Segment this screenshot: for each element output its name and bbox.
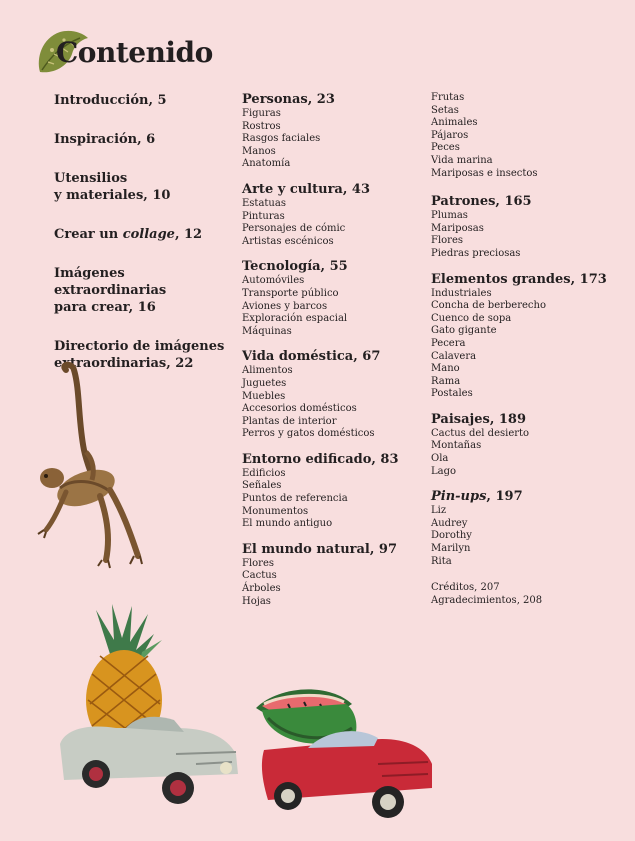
toc-section-heading: Paisajes, 189 — [431, 411, 527, 427]
toc-subitem: Hojas — [242, 595, 271, 607]
toc-section — [242, 349, 422, 441]
toc-subitem: Accesorios domésticos — [242, 403, 357, 415]
toc-section-heading: Arte y cultura, 43 — [242, 181, 370, 197]
toc-subitem: Señales — [242, 480, 282, 492]
toc-subitem: Plumas — [431, 210, 468, 222]
toc-section-heading: Tecnología, 55 — [242, 259, 348, 275]
toc-subitem: Pecera — [431, 337, 466, 349]
toc-subitem: Rama — [431, 375, 461, 387]
toc-section — [431, 489, 621, 568]
toc-section — [431, 194, 621, 260]
toc-section — [431, 412, 621, 478]
toc-subitem: Automóviles — [242, 275, 305, 287]
toc-subitem: Ola — [431, 453, 449, 465]
toc-main-entry — [54, 170, 234, 204]
watermelon-car-illustration — [248, 684, 438, 820]
toc-main-entry-line: Crear un collage, 12 — [54, 227, 203, 242]
toc-subitem: Piedras preciosas — [431, 247, 521, 259]
directory-column-2 — [242, 92, 422, 619]
toc-subitem: Personajes de cómic — [242, 223, 346, 235]
toc-subitem: Peces — [431, 142, 460, 154]
toc-subitem: Frutas — [431, 92, 465, 103]
toc-main-entry-line: Utensilios — [54, 171, 128, 186]
natural-world-continued-list — [431, 92, 621, 180]
toc-subitem: Transporte público — [242, 287, 339, 299]
toc-subitem: Rita — [431, 555, 452, 567]
toc-subitem: Montañas — [431, 440, 482, 452]
pineapple-car-illustration — [56, 604, 242, 808]
toc-section-heading-page: , 197 — [486, 489, 523, 505]
closing-entries — [431, 582, 621, 607]
toc-subitem: Audrey — [431, 517, 468, 529]
toc-section — [242, 92, 422, 171]
page-title: Contenido — [56, 36, 213, 69]
toc-main-entry-line: para crear, 16 — [54, 300, 156, 315]
toc-section — [242, 259, 422, 338]
toc-subitem: Alimentos — [242, 365, 293, 377]
toc-subitem: Flores — [431, 235, 463, 247]
toc-subitem: Puntos de referencia — [242, 493, 348, 505]
toc-subitem: Concha de berberecho — [431, 300, 546, 312]
toc-subitem: Industriales — [431, 287, 492, 299]
toc-subitem: Perros y gatos domésticos — [242, 428, 375, 440]
intro-column — [54, 92, 234, 394]
toc-section-heading — [431, 489, 621, 505]
toc-subitem: Anatomía — [242, 158, 291, 170]
toc-subitem: Manos — [242, 145, 276, 157]
toc-closing-item: Agradecimientos, 208 — [431, 594, 543, 606]
toc-subitem: Edificios — [242, 467, 286, 479]
toc-subitem: Setas — [431, 104, 459, 116]
toc-section-heading: Elementos grandes, 173 — [431, 271, 607, 287]
toc-section-heading: Personas, 23 — [242, 92, 335, 107]
toc-subitem: Gato gigante — [431, 325, 497, 337]
toc-subitem: Juguetes — [242, 377, 287, 389]
toc-main-entry-line: y materiales, 10 — [54, 188, 171, 203]
toc-main-entry-line: Introducción, 5 — [54, 93, 167, 108]
toc-main-entry — [54, 131, 234, 148]
toc-subitem: Monumentos — [242, 505, 309, 517]
toc-subitem: Lago — [431, 465, 457, 477]
toc-subitem: Rostros — [242, 120, 281, 132]
toc-subitem: Pinturas — [242, 210, 285, 222]
toc-subitem: Flores — [242, 557, 274, 569]
toc-section — [431, 272, 621, 401]
toc-subitem: Animales — [431, 117, 478, 129]
toc-section-heading: Vida doméstica, 67 — [242, 349, 381, 365]
toc-section-heading: Entorno edificado, 83 — [242, 451, 399, 467]
directory-column-3 — [431, 92, 621, 607]
toc-subitem: Muebles — [242, 390, 286, 402]
toc-subitem: Liz — [431, 505, 447, 517]
toc-subitem: Rasgos faciales — [242, 133, 321, 145]
toc-main-entry-line: Inspiración, 6 — [54, 132, 156, 147]
toc-main-entry — [54, 265, 234, 316]
toc-subitem: Marilyn — [431, 543, 471, 555]
toc-subitem: Máquinas — [242, 325, 292, 337]
toc-subitem: Pájaros — [431, 129, 469, 141]
toc-main-entry-line: Imágenes — [54, 266, 125, 281]
toc-subitem: Mariposas — [431, 222, 484, 234]
toc-main-entry-line: extraordinarias — [54, 283, 167, 298]
toc-section-heading: El mundo natural, 97 — [242, 541, 398, 557]
toc-subitem: Aviones y barcos — [242, 300, 328, 312]
toc-section-heading: Patrones, 165 — [431, 194, 532, 210]
toc-section-heading-italic: Pin-ups — [431, 489, 487, 505]
toc-subitem: Postales — [431, 388, 473, 400]
toc-main-entry-line: Directorio de imágenes — [54, 339, 225, 354]
toc-subitem: Mariposas e insectos — [431, 167, 538, 179]
toc-subitem: Figuras — [242, 108, 281, 119]
toc-subitem: Cactus del desierto — [431, 427, 530, 439]
toc-subitem: Cactus — [242, 570, 277, 582]
toc-subitem: El mundo antiguo — [242, 518, 333, 530]
toc-subitem: Calavera — [431, 350, 477, 362]
toc-main-entry — [54, 226, 234, 243]
toc-section — [242, 542, 422, 608]
toc-section — [242, 182, 422, 248]
toc-subitem: Artistas escénicos — [242, 235, 334, 247]
toc-subitem: Estatuas — [242, 197, 286, 209]
toc-subitem: Cuenco de sopa — [431, 312, 512, 324]
toc-section — [242, 452, 422, 531]
toc-subitem: Mano — [431, 363, 460, 375]
toc-subitem: Plantas de interior — [242, 415, 337, 427]
toc-subitem: Vida marina — [431, 154, 493, 166]
monkey-illustration — [30, 360, 150, 590]
toc-subitem: Árboles — [242, 583, 281, 595]
toc-subitem: Exploración espacial — [242, 313, 348, 325]
toc-main-entry — [54, 92, 234, 109]
toc-subitem: Dorothy — [431, 530, 472, 542]
toc-closing-item: Créditos, 207 — [431, 582, 500, 594]
toc-main-entry-line: extraordinarias, 22 — [54, 356, 194, 371]
